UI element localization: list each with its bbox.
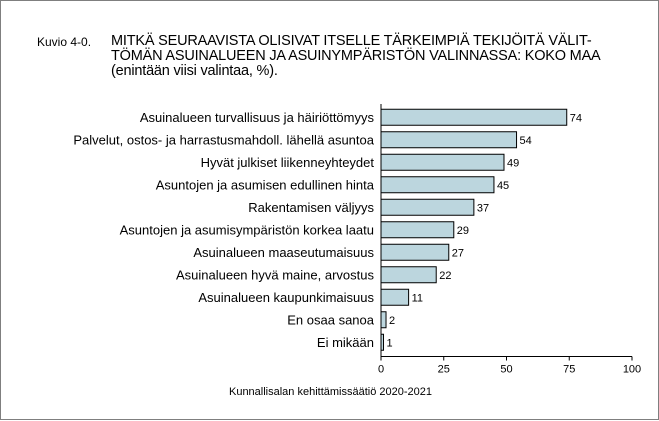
data-label: 49: [506, 157, 520, 170]
bar: [381, 222, 454, 238]
bar: [381, 109, 567, 125]
bar: [381, 177, 494, 193]
data-label: 2: [389, 314, 396, 327]
category-label: Asuntojen ja asumisen edullinen hinta: [155, 177, 374, 193]
category-label: Asuinalueen maaseutumaisuus: [193, 244, 374, 260]
x-tick-label: 75: [563, 363, 576, 376]
data-label: 11: [411, 292, 424, 305]
source-note: Kunnallisalan kehittämissäätiö 2020-2021: [228, 386, 433, 398]
bar: [381, 312, 386, 328]
data-label: 1: [386, 337, 393, 350]
category-label: Asuinalueen kaupunkimaisuus: [198, 289, 374, 305]
bar: [381, 267, 436, 283]
bar: [381, 154, 504, 170]
bar-chart: [1, 1, 659, 421]
category-label: Palvelut, ostos- ja harrastusmahdoll. lähellä asuntoa: [73, 132, 374, 148]
data-label: 54: [519, 134, 532, 147]
data-label: 74: [569, 112, 582, 125]
figure-label: Kuvio 4-0.: [37, 35, 92, 49]
category-label: Rakentamisen väljyys: [248, 199, 374, 215]
data-label: 37: [476, 202, 490, 215]
category-label: Asuinalueen turvallisuus ja häiriöttömyys: [139, 109, 374, 125]
category-label: Ei mikään: [316, 334, 374, 350]
category-label: Asuinalueen hyvä maine, arvostus: [175, 267, 374, 283]
x-tick-label: 0: [377, 363, 385, 376]
data-label: 29: [456, 224, 470, 237]
chart-title-line-3: (enintään viisi valintaa, %).: [111, 63, 278, 79]
x-tick-label: 100: [622, 363, 642, 376]
data-label: 22: [439, 269, 452, 282]
category-label: Asuntojen ja asumisympäristön korkea laatu: [119, 222, 374, 238]
bar: [381, 289, 409, 305]
category-label: En osaa sanoa: [287, 312, 374, 328]
bar: [381, 199, 474, 215]
x-tick-label: 50: [500, 363, 513, 376]
chart-title-line-2: TÖMÄN ASUINALUEEN JA ASUINYMPÄRISTÖN VALINNASSA: KOKO MAA: [111, 48, 601, 64]
bar: [381, 244, 449, 260]
bar: [381, 132, 517, 148]
data-label: 45: [496, 179, 510, 192]
category-label: Hyvät julkiset liikenneyhteydet: [200, 154, 374, 170]
x-tick-label: 25: [437, 363, 450, 376]
chart-title-line-1: MITKÄ SEURAAVISTA OLISIVAT ITSELLE TÄRKEIMPIÄ TEKIJÖITÄ VÄLIT-: [111, 33, 592, 49]
data-label: 27: [451, 247, 465, 260]
